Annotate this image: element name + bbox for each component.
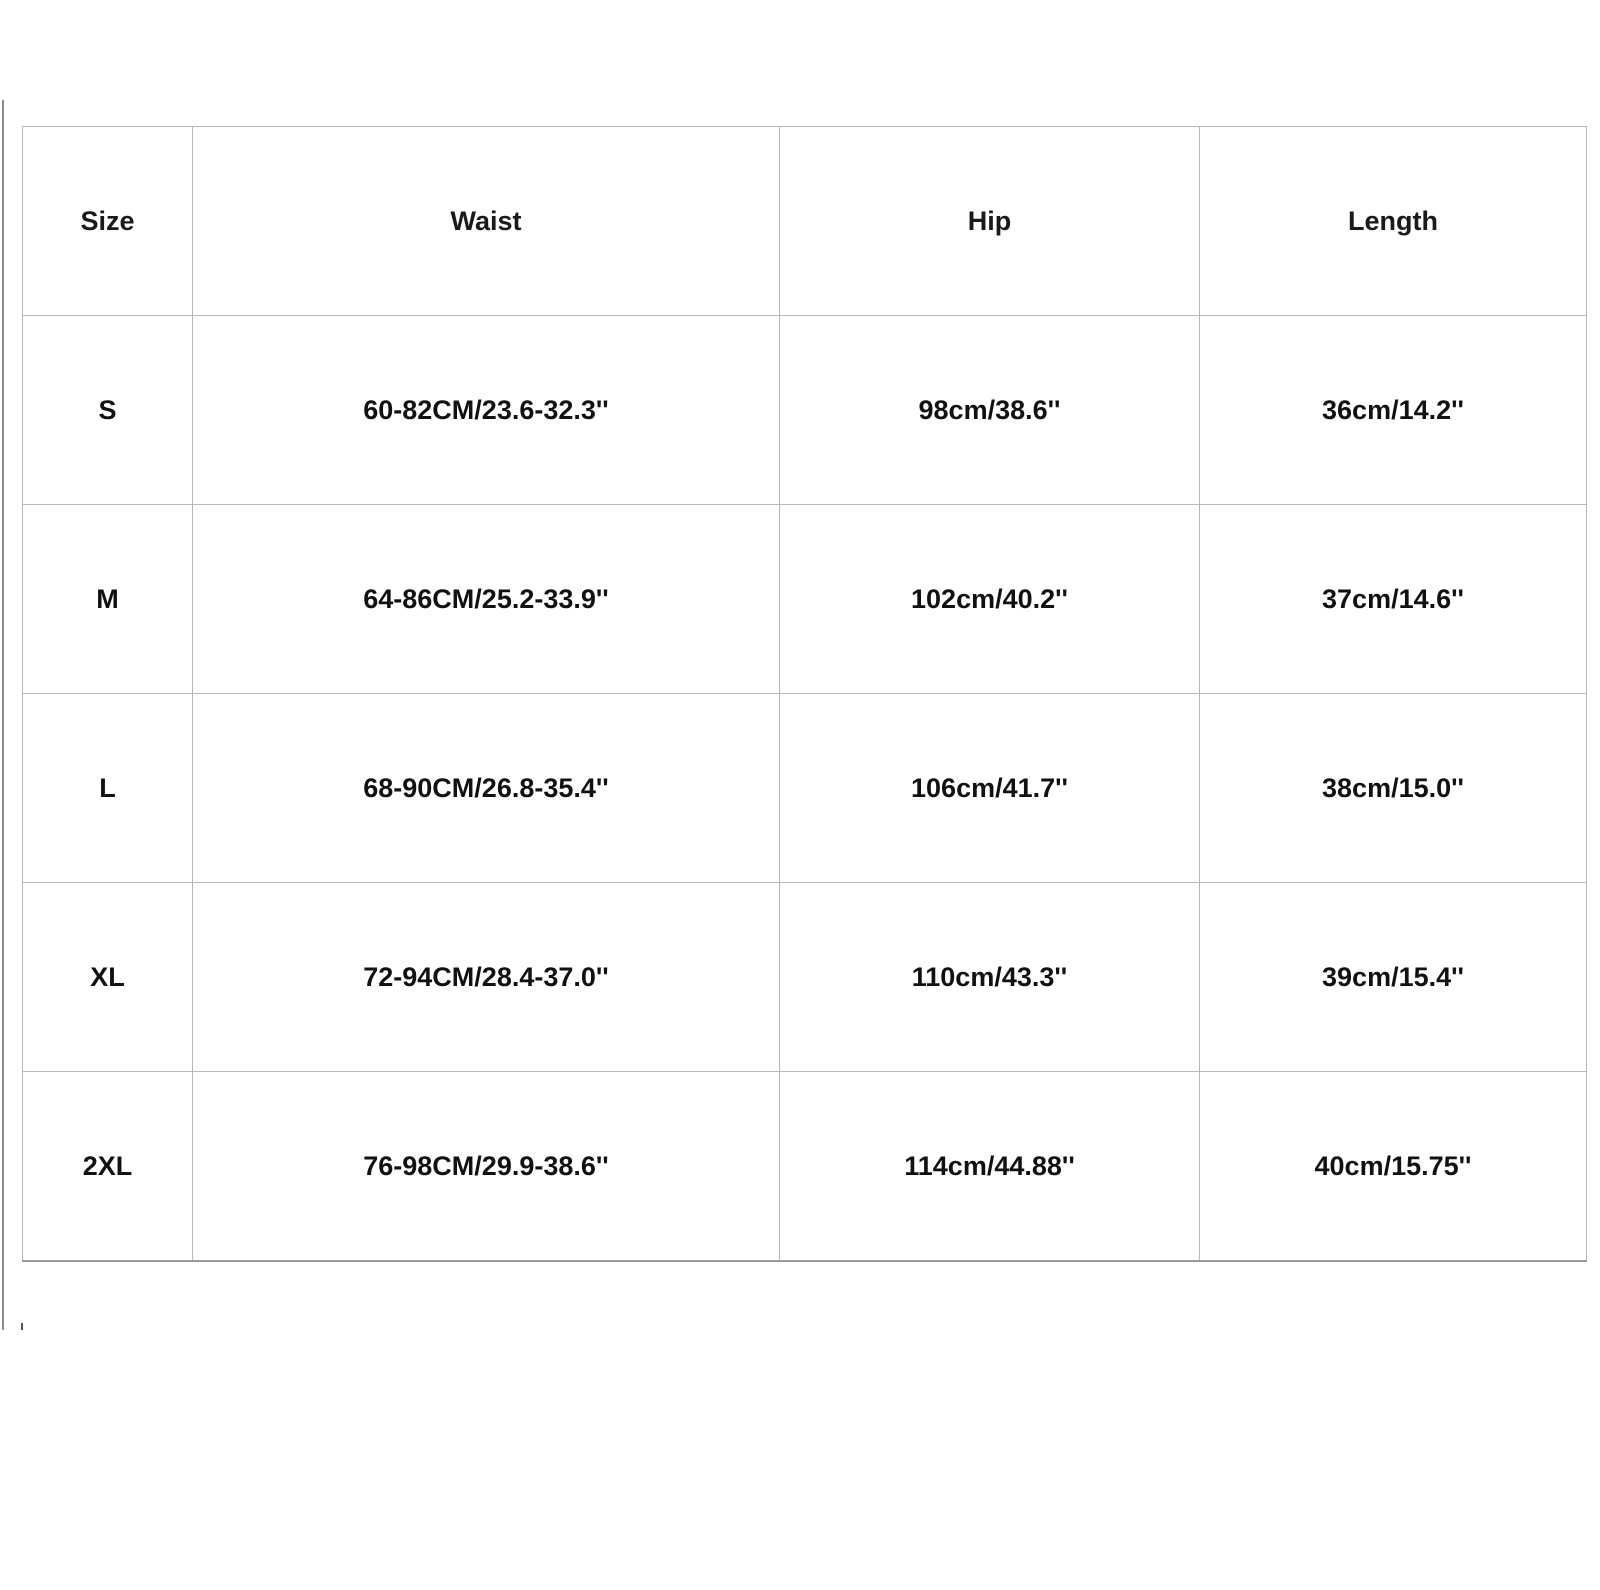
table-row <box>23 694 1587 883</box>
table-row <box>23 883 1587 1072</box>
left-edge-rule <box>2 100 4 1330</box>
hip-cell: 106cm/41.7'' <box>780 694 1200 883</box>
size-cell: XL <box>23 883 193 1072</box>
waist-cell: 72-94CM/28.4-37.0'' <box>193 883 780 1072</box>
header-waist: Waist <box>193 127 780 316</box>
size-chart-table <box>22 126 1587 1262</box>
header-length: Length <box>1200 127 1587 316</box>
waist-cell: 68-90CM/26.8-35.4'' <box>193 694 780 883</box>
waist-cell: 64-86CM/25.2-33.9'' <box>193 505 780 694</box>
header-size: Size <box>23 127 193 316</box>
hip-cell: 98cm/38.6'' <box>780 316 1200 505</box>
length-cell: 40cm/15.75'' <box>1200 1072 1587 1261</box>
hip-cell: 110cm/43.3'' <box>780 883 1200 1072</box>
size-cell: M <box>23 505 193 694</box>
size-cell: 2XL <box>23 1072 193 1261</box>
header-row <box>23 127 1587 316</box>
table-row <box>23 505 1587 694</box>
tick-mark <box>21 1323 23 1330</box>
hip-cell: 102cm/40.2'' <box>780 505 1200 694</box>
waist-cell: 76-98CM/29.9-38.6'' <box>193 1072 780 1261</box>
length-cell: 39cm/15.4'' <box>1200 883 1587 1072</box>
length-cell: 38cm/15.0'' <box>1200 694 1587 883</box>
hip-cell: 114cm/44.88'' <box>780 1072 1200 1261</box>
waist-cell: 60-82CM/23.6-32.3'' <box>193 316 780 505</box>
length-cell: 36cm/14.2'' <box>1200 316 1587 505</box>
length-cell: 37cm/14.6'' <box>1200 505 1587 694</box>
table-row <box>23 316 1587 505</box>
size-cell: L <box>23 694 193 883</box>
size-cell: S <box>23 316 193 505</box>
table-row <box>23 1072 1587 1261</box>
header-hip: Hip <box>780 127 1200 316</box>
